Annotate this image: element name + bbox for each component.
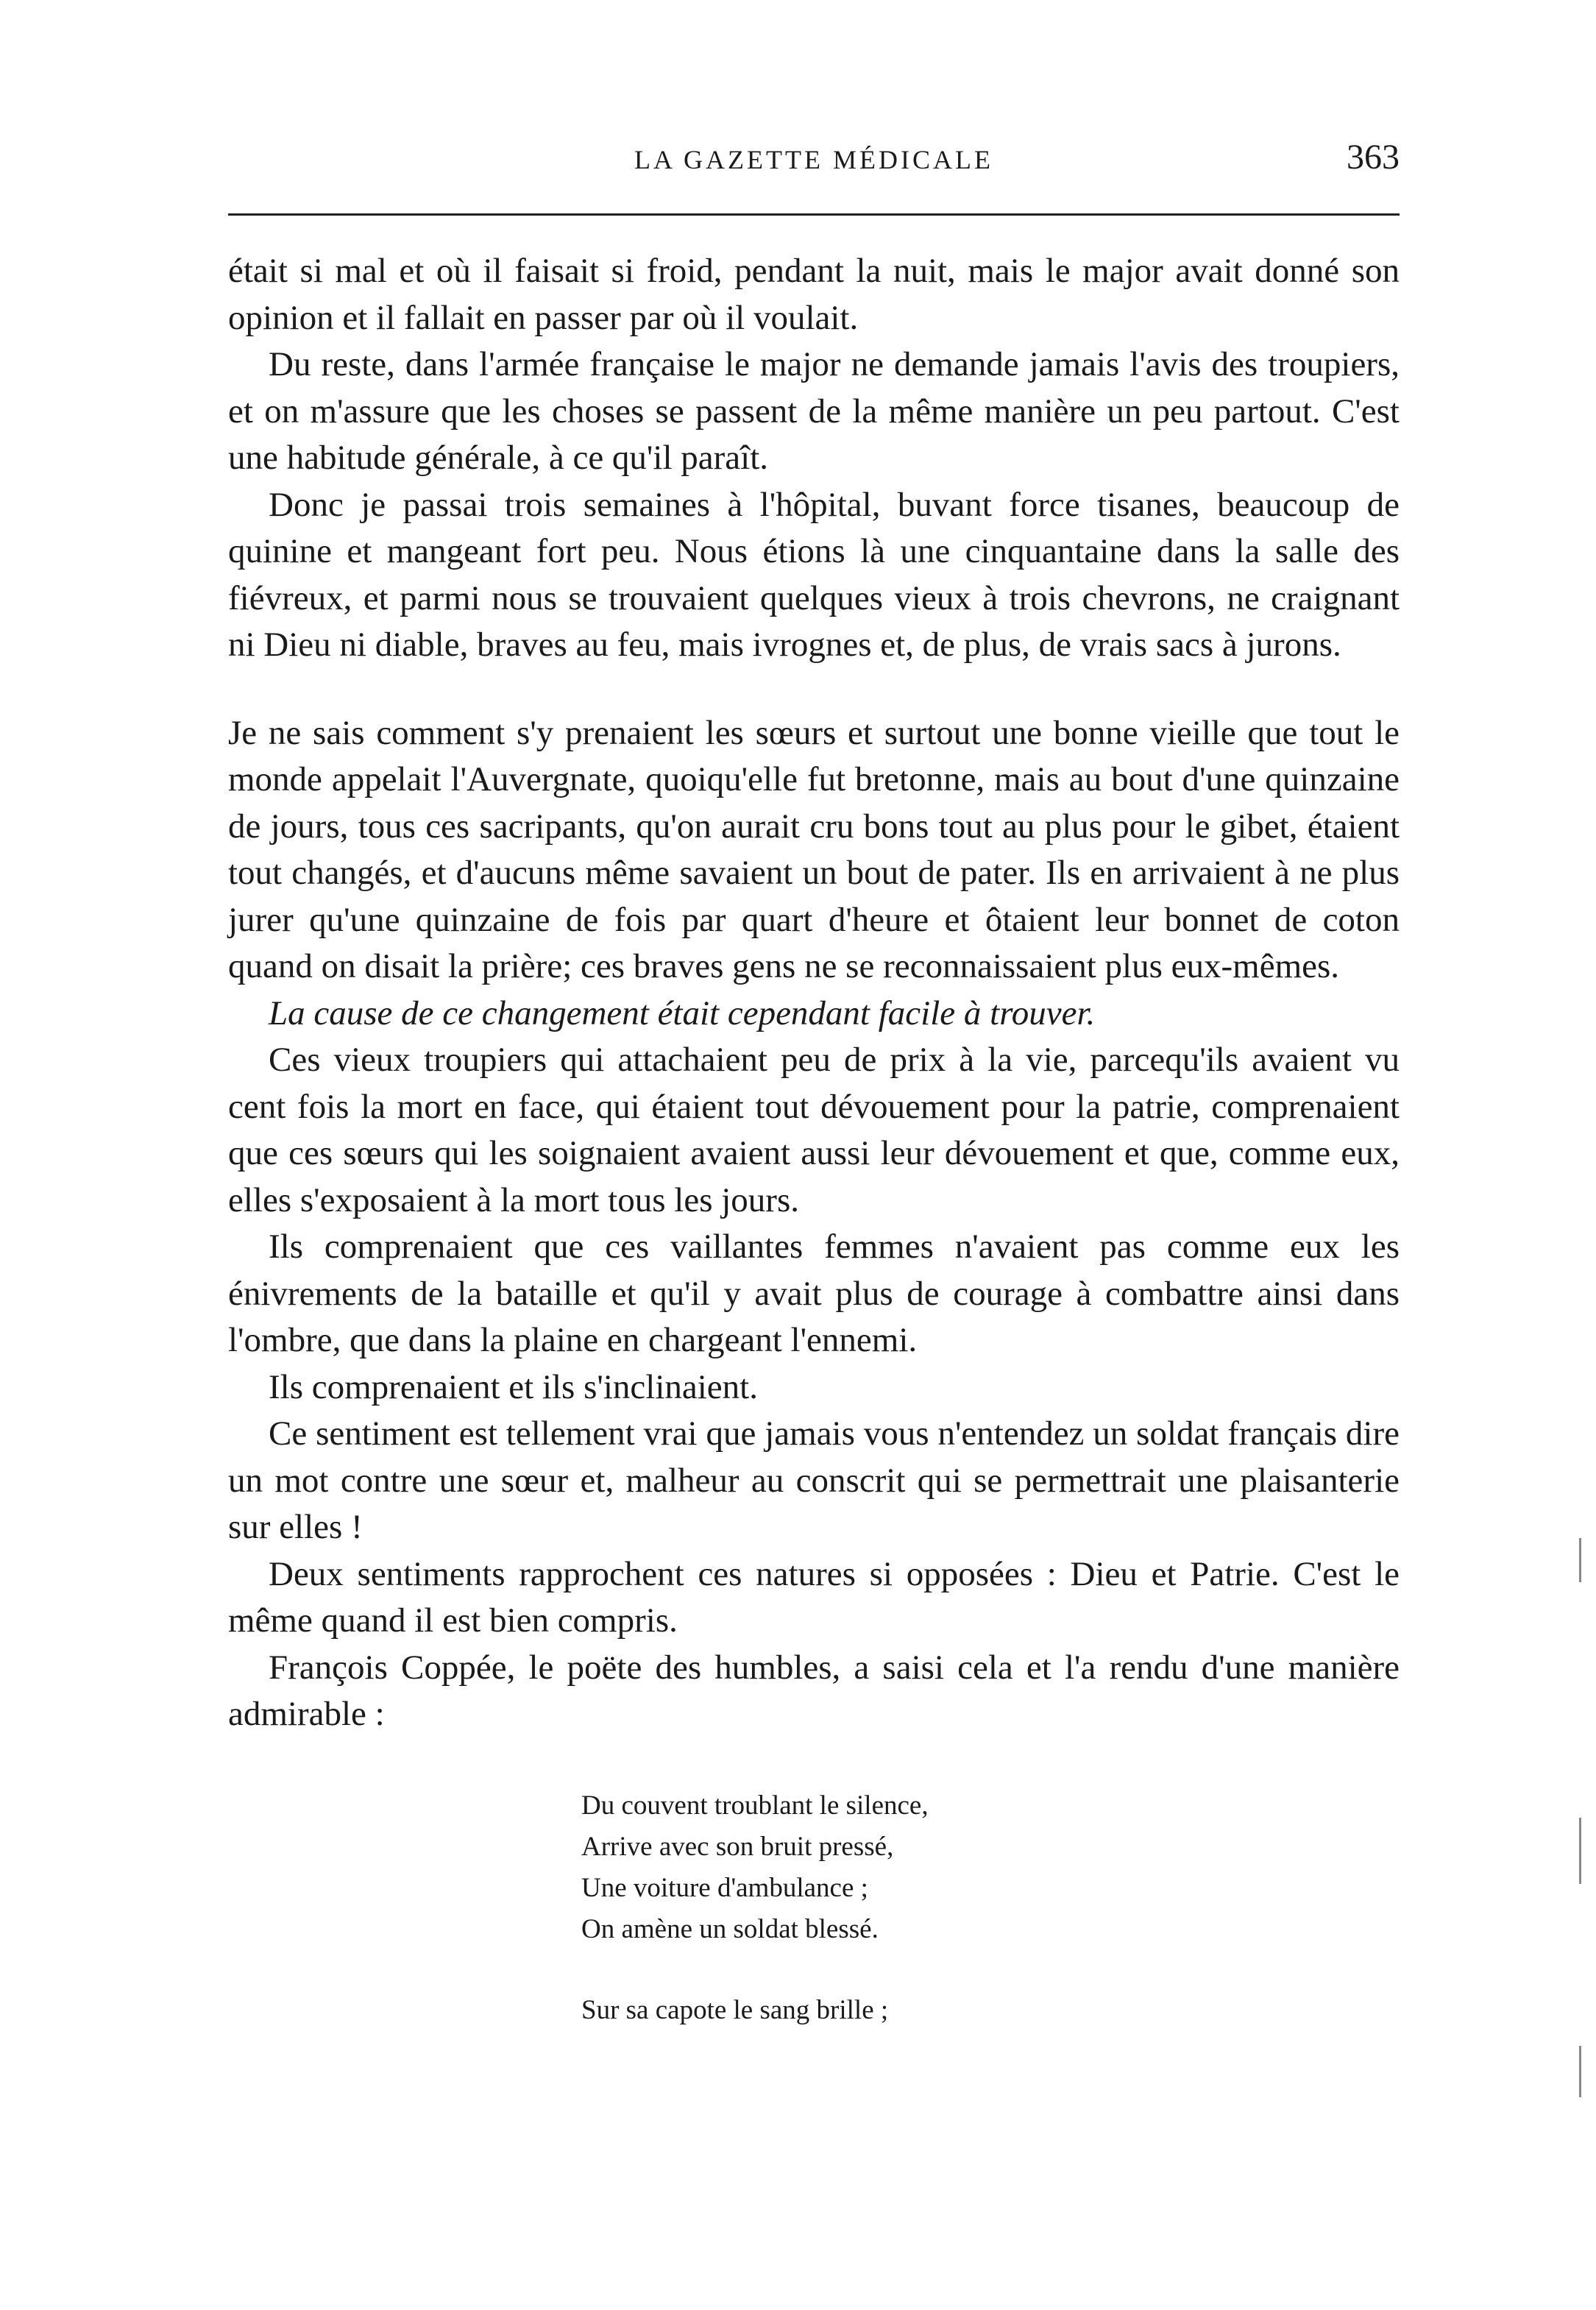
paragraph: La cause de ce changement était cependant facile à trouver. <box>269 993 1096 1032</box>
poem-verse: On amène un soldat blessé. <box>581 1913 879 1944</box>
poem-verse: Sur sa capote le sang brille ; <box>581 1994 889 2025</box>
page-number: 363 <box>1347 138 1400 177</box>
paragraph: Donc je passai trois semaines à l'hôpital, buvant force tisanes, beaucoup de quinine et mangeant fort peu. Nous étions là une cinquantaine dans la salle des fiévreux, et parmi nous se trouvaient quelques vieux à trois chevrons, ne craignant ni Dieu ni diable, braves au feu, mais ivrognes et, de plus, de vrais sacs à jurons. <box>228 485 1400 664</box>
paragraph: Ils comprenaient que ces vaillantes femmes n'avaient pas comme eux les énivrements de la bataille et qu'il y avait plus de courage à combattre ainsi dans l'ombre, que dans la plaine en chargeant l'ennemi. <box>228 1227 1400 1359</box>
poem-stanza <box>581 1990 1400 2031</box>
paragraph: Ils comprenaient et ils s'inclinaient. <box>269 1367 758 1406</box>
paragraph: Deux sentiments rapprochent ces natures si opposées : Dieu et Patrie. C'est le même quand il est bien compris. <box>228 1554 1400 1640</box>
paragraph: Ces vieux troupiers qui attachaient peu de prix à la vie, parcequ'ils avaient vu cent fois la mort en face, qui étaient tout dévouement pour la patrie, comprenaient que ces sœurs qui les soignaient avaient aussi leur dévouement et que, comme eux, elles s'exposaient à la mort tous les jours. <box>228 1041 1400 1219</box>
paragraph: François Coppée, le poëte des humbles, a saisi cela et l'a rendu d'une manière admirable : <box>228 1648 1400 1733</box>
scan-artifact <box>1579 1538 1581 1582</box>
paragraph: Je ne sais comment s'y prenaient les sœurs et surtout une bonne vieille que tout le monde appelait l'Auvergnate, quoiqu'elle fut bretonne, mais au bout d'une quinzaine de jours, tous ces sacripants, qu'on aurait cru bons tout au plus pour le gibet, étaient tout changés, et d'aucuns même savaient un bout de pater. Ils en arrivaient à ne plus jurer qu'une quinzaine de fois par quart d'heure et ôtaient leur bonnet de coton quand on disait la prière; ces braves gens ne se reconnaissaient plus eux-mêmes. <box>228 713 1400 985</box>
scan-artifact <box>1579 1818 1581 1884</box>
poem-verse: Une voiture d'ambulance ; <box>581 1872 868 1903</box>
running-title: LA GAZETTE MÉDICALE <box>634 145 993 174</box>
poem-excerpt <box>581 1785 1400 2031</box>
paragraph: Du reste, dans l'armée française le major ne demande jamais l'avis des troupiers, et on m'assure que les choses se passent de la même manière un peu partout. C'est une habitude générale, à ce qu'il paraît. <box>228 345 1400 477</box>
scan-artifact <box>1579 2046 1581 2097</box>
running-head <box>228 140 1400 184</box>
poem-verse: Arrive avec son bruit pressé, <box>581 1831 894 1862</box>
header-rule <box>228 213 1400 216</box>
body-text <box>228 248 1400 1738</box>
paragraph: était si mal et où il faisait si froid, pendant la nuit, mais le major avait donné son opinion et il fallait en passer par où il voulait. <box>228 252 1400 337</box>
poem-verse: Du couvent troublant le silence, <box>581 1790 929 1821</box>
book-page <box>228 140 1400 2071</box>
poem-stanza <box>581 1785 1400 1950</box>
paragraph: Ce sentiment est tellement vrai que jamais vous n'entendez un soldat français dire un mot contre une sœur et, malheur au conscrit qui se permettrait une plaisanterie sur elles ! <box>228 1414 1400 1546</box>
